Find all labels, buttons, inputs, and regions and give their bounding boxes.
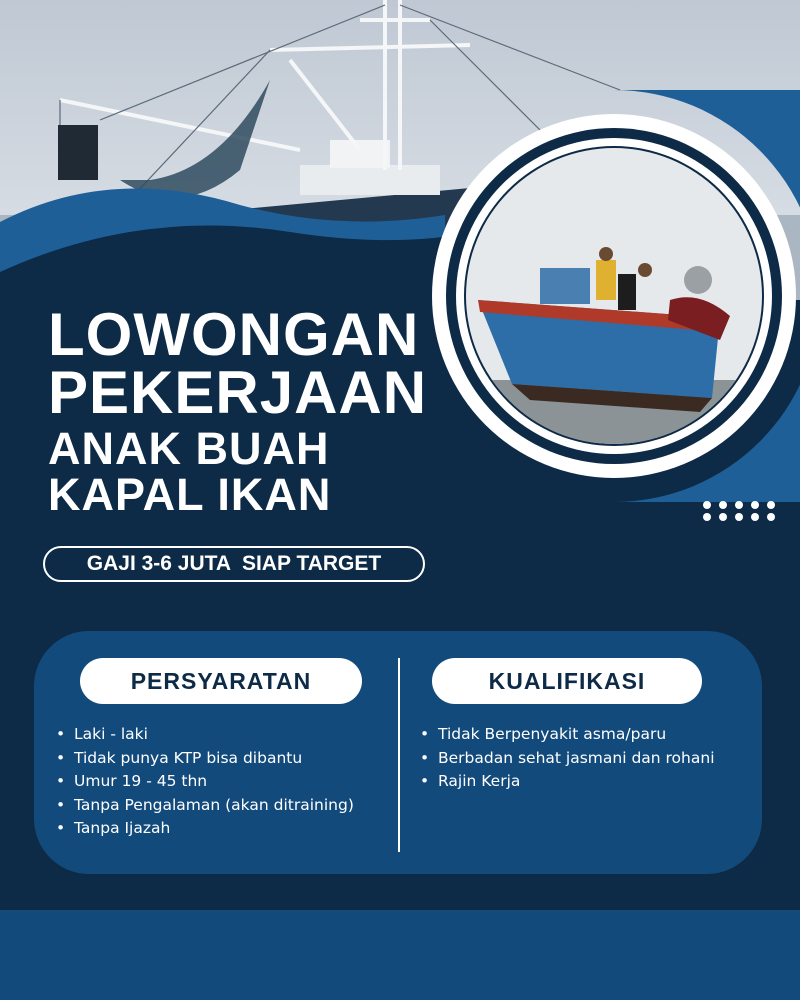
info-card [34,631,762,874]
headline-line-2: PEKERJAAN [48,359,428,426]
requirements-title: PERSYARATAN [80,658,362,704]
list-item: • Laki - laki [56,723,354,747]
list-item: • Rajin Kerja [420,770,715,794]
requirements-list [56,723,354,841]
list-item: • Tidak Berpenyakit asma/paru [420,723,715,747]
list-item: • Tidak punya KTP bisa dibantu [56,747,354,771]
qualifications-list [420,723,715,794]
column-divider [398,658,400,852]
salary-badge: GAJI 3-6 JUTA SIAP TARGET [43,546,425,582]
headline-line-1: LOWONGAN [48,301,420,368]
headline-line-4: KAPAL IKAN [48,469,332,520]
headline-line-3: ANAK BUAH [48,423,330,474]
list-item: • Berbadan sehat jasmani dan rohani [420,747,715,771]
list-item: • Tanpa Pengalaman (akan ditraining) [56,794,354,818]
list-item: • Umur 19 - 45 thn [56,770,354,794]
list-item: • Tanpa Ijazah [56,817,354,841]
qualifications-title: KUALIFIKASI [432,658,702,704]
footer-band [0,910,800,1000]
dots-decoration [703,501,775,519]
